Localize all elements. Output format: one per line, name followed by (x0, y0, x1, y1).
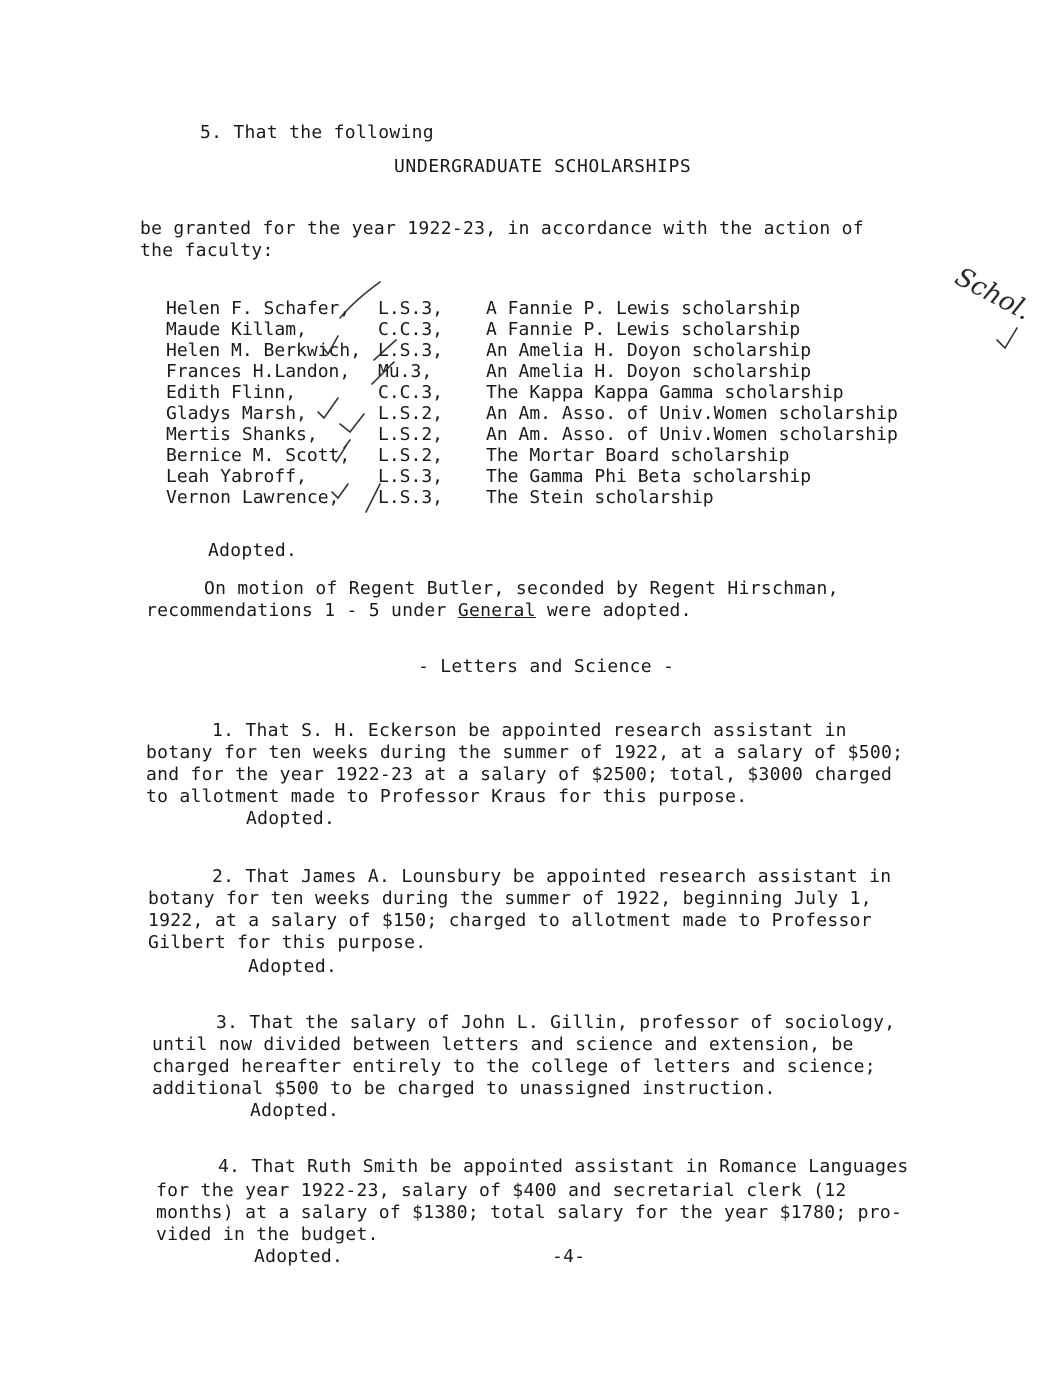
recipient-class: L.S.3, (378, 298, 444, 319)
item4-line2: for the year 1922-23, salary of $400 and secretarial clerk (12 (156, 1180, 847, 1201)
item1-adopted: Adopted. (246, 808, 336, 829)
scholarship-award: The Kappa Kappa Gamma scholarship (486, 382, 844, 403)
margin-note: Schol. (949, 262, 1036, 327)
recipient-class: C.C.3, (378, 382, 444, 403)
item4-line4: vided in the budget. (156, 1224, 379, 1245)
recipient-name: Helen F. Schafer, (166, 298, 351, 319)
motion-text-end: were adopted. (535, 600, 692, 621)
recipient-class: Mu.3, (378, 361, 433, 382)
scholarship-award: The Gamma Phi Beta scholarship (486, 466, 812, 487)
item4-adopted: Adopted. (254, 1246, 344, 1267)
recipient-class: L.S.3, (378, 466, 444, 487)
recipient-name: Frances H.Landon, (166, 361, 351, 382)
scholarship-award: The Stein scholarship (486, 487, 714, 508)
item1-line3: and for the year 1922-23 at a salary of $2500; total, $3000 charged (146, 764, 893, 785)
item2-line1: 2. That James A. Lounsbury be appointed research assistant in (212, 866, 892, 887)
item2-line2: botany for ten weeks during the summer of 1922, beginning July 1, (148, 888, 872, 909)
scholarship-award: A Fannie P. Lewis scholarship (486, 319, 801, 340)
item3-line3: charged hereafter entirely to the college of letters and science; (152, 1056, 876, 1077)
recipient-class: L.S.2, (378, 424, 444, 445)
recipient-name: Bernice M. Scott, (166, 445, 351, 466)
item5-text-line2: the faculty: (140, 240, 274, 261)
item2-adopted: Adopted. (248, 956, 338, 977)
recipient-class: L.S.3, (378, 487, 444, 508)
item3-adopted: Adopted. (250, 1100, 340, 1121)
item1-line2: botany for ten weeks during the summer of 1922, at a salary of $500; (146, 742, 904, 763)
recipient-name: Edith Flinn, (166, 382, 297, 403)
motion-text: recommendations 1 - 5 under (146, 600, 458, 621)
item5-text-line1: be granted for the year 1922-23, in accordance with the action of (140, 218, 864, 239)
item1-line1: 1. That S. H. Eckerson be appointed research assistant in (212, 720, 847, 741)
recipient-name: Vernon Lawrence, (166, 487, 340, 508)
scholarship-award: A Fannie P. Lewis scholarship (486, 298, 801, 319)
item5-adopted: Adopted. (208, 540, 298, 561)
section-heading: - Letters and Science - (418, 656, 675, 677)
item3-line4: additional $500 to be charged to unassigned instruction. (152, 1078, 776, 1099)
item1-line4: to allotment made to Professor Kraus for this purpose. (146, 786, 748, 807)
motion-line2 (146, 600, 692, 622)
recipient-name: Gladys Marsh, (166, 403, 307, 424)
item4-line1: 4. That Ruth Smith be appointed assistant in Romance Languages (218, 1156, 909, 1177)
recipient-class: C.C.3, (378, 319, 444, 340)
motion-line1: On motion of Regent Butler, seconded by Regent Hirschman, (204, 578, 839, 599)
recipient-class: L.S.2, (378, 403, 444, 424)
scholarship-award: An Am. Asso. of Univ.Women scholarship (486, 403, 898, 424)
item2-line3: 1922, at a salary of $150; charged to allotment made to Professor (148, 910, 872, 931)
recipient-name: Helen M. Berkwich, (166, 340, 362, 361)
item5-intro: 5. That the following (200, 122, 434, 143)
recipient-class: L.S.2, (378, 445, 444, 466)
scholarships-heading: UNDERGRADUATE SCHOLARSHIPS (394, 156, 692, 177)
page-number: -4- (552, 1246, 586, 1267)
general-underlined: General (457, 600, 536, 621)
scholarship-award: The Mortar Board scholarship (486, 445, 790, 466)
recipient-name: Leah Yabroff, (166, 466, 307, 487)
scholarship-award: An Amelia H. Doyon scholarship (486, 340, 812, 361)
item2-line4: Gilbert for this purpose. (148, 932, 427, 953)
recipient-name: Maude Killam, (166, 319, 307, 340)
item3-line1: 3. That the salary of John L. Gillin, professor of sociology, (216, 1012, 896, 1033)
recipient-name: Mertis Shanks, (166, 424, 318, 445)
item4-line3: months) at a salary of $1380; total salary for the year $1780; pro- (156, 1202, 903, 1223)
scholarship-award: An Amelia H. Doyon scholarship (486, 361, 812, 382)
recipient-class: L.S.3, (378, 340, 444, 361)
item3-line2: until now divided between letters and science and extension, be (152, 1034, 854, 1055)
scholarship-award: An Am. Asso. of Univ.Women scholarship (486, 424, 898, 445)
